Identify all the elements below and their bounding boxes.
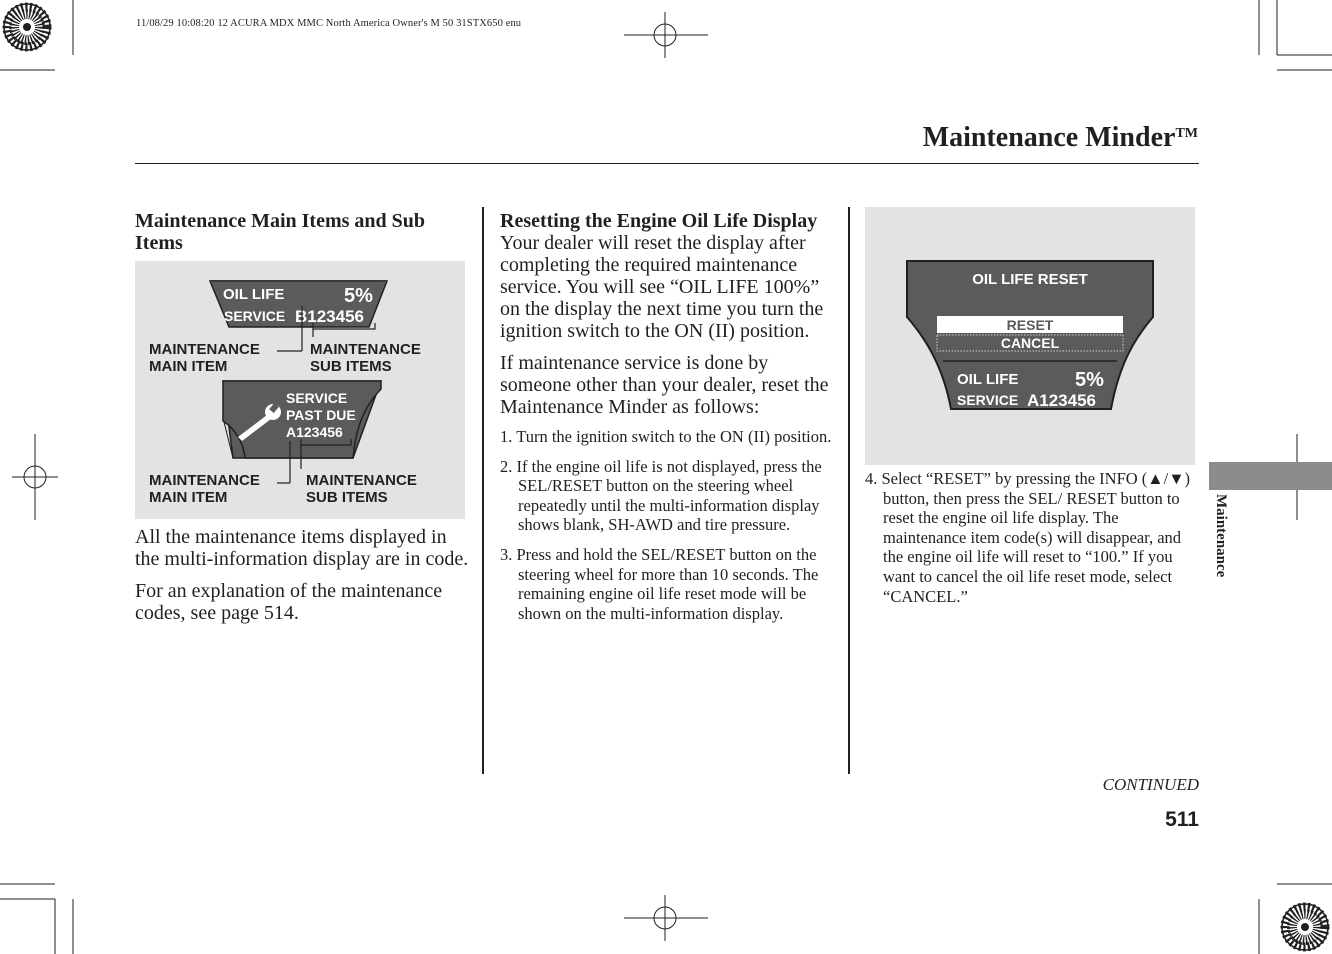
bottom-past-due-text: PAST DUE <box>286 407 356 423</box>
section-tab-label: Maintenance <box>1213 494 1229 578</box>
trademark-mark: TM <box>1175 126 1198 141</box>
continued-note: CONTINUED <box>1102 775 1199 794</box>
section-heading-reset: Resetting the Engine Oil Life Display <box>500 210 818 232</box>
step-1: 1. Turn the ignition switch to the ON (II) position. <box>500 427 832 446</box>
label-main-item-bottom: MAINTENANCE MAIN ITEM <box>149 472 260 506</box>
column-2 <box>500 210 836 623</box>
top-service-text: SERVICE <box>224 308 286 324</box>
print-slug: 11/08/29 10:08:20 12 ACURA MDX MMC North America Owner's M 50 31STX650 enu <box>136 18 522 29</box>
reset-service-text: SERVICE <box>957 392 1019 408</box>
oil-life-reset-display <box>865 207 1195 465</box>
bottom-code-text: A123456 <box>286 424 343 440</box>
title-rule <box>135 163 1199 164</box>
section-tab <box>1209 462 1332 490</box>
step-3: 3. Press and hold the SEL/RESET button on the steering wheel for more than 10 seconds. The remaining engine oil life reset mode will be shown on the multi-information display. <box>500 544 819 623</box>
column-divider <box>848 207 850 774</box>
label-main-item-top: MAINTENANCE MAIN ITEM <box>149 341 260 375</box>
page-number: 511 <box>1165 808 1199 831</box>
label-sub-items-bottom: MAINTENANCE SUB ITEMS <box>306 472 417 506</box>
paragraph-codes-reference: For an explanation of the maintenance codes, see page 514. <box>135 580 443 624</box>
top-percent-text: 5% <box>344 285 373 307</box>
registration-mark-icon <box>1282 904 1328 950</box>
top-oil-life-text: OIL LIFE <box>223 286 285 303</box>
step-2: 2. If the engine oil life is not displayed, press the SEL/RESET button on the steering wheel repeatedly until the multi-information display shows blank, SH-AWD and tire pressure. <box>500 456 822 535</box>
figure-oil-life-reset <box>865 207 1195 465</box>
paragraph-dealer-reset: Your dealer will reset the display after completing the required maintenance service. You will see “OIL LIFE 100%” on the display the next time you turn the ignition switch to the ON (II) position. <box>500 232 824 342</box>
label-sub-items-top: MAINTENANCE SUB ITEMS <box>310 341 421 375</box>
cancel-option-text: CANCEL <box>1000 335 1060 351</box>
registration-mark-icon <box>4 4 50 50</box>
paragraph-items-in-code: All the maintenance items displayed in the multi-information display are in code. <box>135 526 469 570</box>
paragraph-self-reset: If maintenance service is done by someone other than your dealer, reset the Maintenance Minder as follows: <box>500 352 829 418</box>
column-1 <box>135 210 470 624</box>
figure-main-sub-items <box>135 261 465 519</box>
bottom-service-text: SERVICE <box>286 390 348 406</box>
column-divider <box>482 207 484 774</box>
reset-percent-text: 5% <box>1075 369 1104 391</box>
top-code-text: B123456 <box>295 307 365 326</box>
reset-code-text: A123456 <box>1027 391 1097 410</box>
reset-oil-life-text: OIL LIFE <box>957 371 1019 388</box>
step-4: 4. Select “RESET” by pressing the INFO (▲/▼) button, then press the SEL/ RESET button to reset the engine oil life display. The maintenance item code(s) will disappear, and the engine oil life will reset to “100.” If you want to cancel the oil life reset mode, select “CANCEL.” <box>865 469 1191 606</box>
page-title: Maintenance Minder™ <box>922 122 1198 153</box>
reset-title-text: OIL LIFE RESET <box>972 271 1088 288</box>
reset-option-text: RESET <box>1006 317 1054 333</box>
column-3 <box>865 207 1199 606</box>
section-heading-main-items: Maintenance Main Items and Sub Items <box>135 210 426 254</box>
